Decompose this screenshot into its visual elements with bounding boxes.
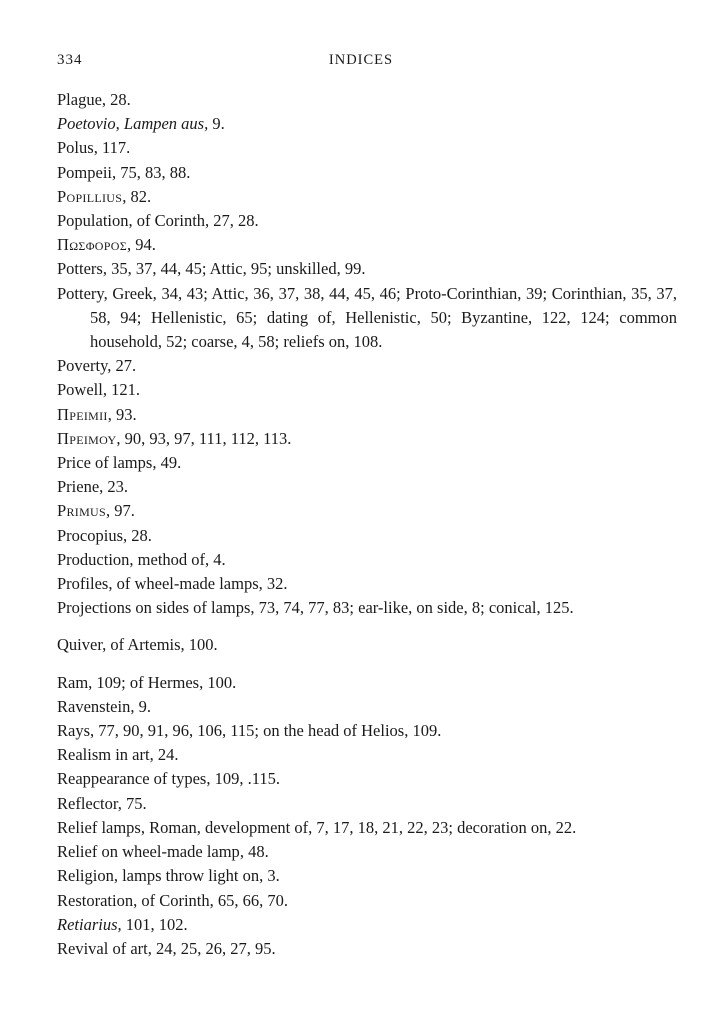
entry-term: Pompeii: [57, 162, 113, 182]
entry-refs: , Roman, development of, 7, 17, 18, 21, 22, 23; decoration on, 22.: [140, 817, 577, 837]
entry-term: Procopius: [57, 525, 123, 545]
index-entry-ravenstein: [57, 695, 677, 719]
entry-refs: , 93.: [107, 404, 137, 424]
index-entry-profiles: [57, 572, 677, 596]
entry-refs: on sides of lamps, 73, 74, 77, 83; ear-like, on side, 8; conical, 125.: [131, 598, 574, 618]
index-entry-pompeii: [57, 161, 677, 185]
entry-refs: , of wheel-made lamps, 32.: [108, 574, 288, 594]
running-title: INDICES: [328, 52, 394, 68]
index-entry-religion: [57, 864, 677, 888]
entry-term: Price of lamps: [57, 453, 153, 473]
entry-refs: , method of, 4.: [129, 549, 226, 569]
entry-term: Ravenstein: [57, 696, 131, 716]
entry-refs: , 90, 93, 97, 111, 112, 113.: [116, 428, 292, 448]
entry-refs: , of Corinth, 65, 66, 70.: [133, 890, 288, 910]
entry-term: Πρειμου: [57, 428, 117, 448]
entry-term: Religion: [57, 866, 114, 886]
entry-refs: , 77, 90, 91, 96, 106, 115; on the head of Helios, 109.: [90, 721, 442, 741]
entry-term: Quiver: [57, 635, 103, 655]
entry-refs: , lamps throw light on, 3.: [113, 866, 280, 886]
index-entry-reappearance: [57, 767, 677, 791]
entry-term: Reflector: [57, 793, 118, 813]
index-entry-realism: [57, 743, 677, 767]
entry-term: Poverty: [57, 356, 108, 376]
entry-term: Retiarius,: [57, 914, 122, 934]
entry-refs: 9.: [208, 114, 225, 134]
entry-refs: , of Corinth, 27, 28.: [128, 211, 259, 231]
entry-term: Ram: [57, 672, 89, 692]
entry-refs: , 48.: [239, 842, 269, 862]
entry-term: Restoration: [57, 890, 134, 910]
entry-refs: , 23.: [99, 477, 129, 497]
entry-refs: , 28.: [123, 525, 152, 545]
entry-refs: , 94.: [126, 235, 156, 255]
index-entry-population: [57, 209, 677, 233]
entry-refs: , 117.: [93, 138, 131, 158]
index-entry-polus: [57, 136, 677, 160]
index-entry-rays: [57, 719, 677, 743]
entry-term: Relief on wheel-made lamp: [57, 842, 240, 862]
entry-refs: , 35, 37, 44, 45; Attic, 95; unskilled, 99.: [102, 259, 366, 279]
entry-refs: , 9.: [130, 696, 151, 716]
index-entry-projections: [57, 596, 677, 620]
index-entry-poetovio: [57, 112, 677, 136]
index-entry-potters: [57, 257, 677, 281]
entry-refs: , 75, 83, 88.: [112, 162, 191, 182]
entry-term: Potters: [57, 259, 103, 279]
page-number: 334: [57, 52, 83, 68]
entry-term: Pottery: [57, 283, 104, 303]
index-entry-relief-lamps: [57, 816, 677, 840]
index-entry-relief-wheel: [57, 840, 677, 864]
entry-term: Πρειμιι: [57, 404, 108, 424]
index-entry-retiarius: [57, 913, 677, 937]
index-entry-quiver: [57, 633, 677, 657]
entry-refs: , 82.: [122, 186, 152, 206]
index-entry-priene: [57, 475, 677, 499]
entry-term: Revival of art: [57, 938, 148, 958]
entry-term: Popillius: [57, 186, 123, 206]
entry-term: Profiles: [57, 574, 109, 594]
entry-term: Production: [57, 549, 130, 569]
index-entry-preimou: [57, 427, 677, 451]
entry-term: Realism in art: [57, 745, 150, 765]
entry-refs: , of Artemis, 100.: [102, 635, 218, 655]
entry-refs: , 121.: [102, 380, 140, 400]
index-entry-production: [57, 548, 677, 572]
entry-term: Reappearance of types: [57, 769, 207, 789]
index-entry-ram: [57, 671, 677, 695]
entry-refs: , 49.: [152, 453, 182, 473]
entry-term: Rays: [57, 721, 90, 741]
index-entry-powell: [57, 378, 677, 402]
page-header: [0, 52, 722, 74]
entry-refs: , 109, .115.: [206, 769, 280, 789]
index-entry-popillius: [57, 185, 677, 209]
entry-refs: , Greek, 34, 43; Attic, 36, 37, 38, 44, 45, 46; Proto-Corinthian, 39; Corinthian, 35, 37, 58, 94; Hellenistic, 65; dating of, Hellenistic, 50; Byzantine, 122, 124; common household, 52; coarse, 4, 58; reliefs on, 108.: [90, 283, 677, 352]
index-entry-plague: [57, 88, 677, 112]
entry-refs: , 109; of Hermes, 100.: [88, 672, 237, 692]
entry-refs: 101, 102.: [121, 914, 188, 934]
index-entry-phosphoros: [57, 233, 677, 257]
entry-refs: , 27.: [107, 356, 137, 376]
index-entry-restoration: [57, 889, 677, 913]
entry-refs: , 24.: [149, 745, 179, 765]
index-entry-revival: [57, 937, 677, 961]
index-entries: [57, 88, 677, 961]
index-entry-procopius: [57, 524, 677, 548]
entry-term: Projections: [57, 598, 132, 618]
entry-term: Poetovio, Lampen aus,: [57, 114, 209, 134]
entry-term: Relief lamps: [57, 817, 141, 837]
entry-term: Powell: [57, 380, 103, 400]
entry-term: Plague: [57, 90, 102, 109]
entry-refs: , 28.: [101, 90, 131, 109]
entry-refs: , 24, 25, 26, 27, 95.: [147, 938, 276, 958]
index-entry-preimii: [57, 403, 677, 427]
index-entry-pottery: [57, 282, 677, 355]
entry-term: Πωσφορος: [57, 235, 127, 255]
entry-term: Polus: [57, 138, 94, 158]
index-entry-reflector: [57, 792, 677, 816]
index-entry-primus: [57, 499, 677, 523]
entry-refs: , 97.: [106, 501, 135, 521]
index-entry-price: [57, 451, 677, 475]
entry-term: Priene: [57, 477, 100, 497]
entry-term: Population: [57, 211, 129, 231]
index-entry-poverty: [57, 354, 677, 378]
entry-refs: , 75.: [117, 793, 147, 813]
entry-term: Primus: [57, 501, 106, 521]
